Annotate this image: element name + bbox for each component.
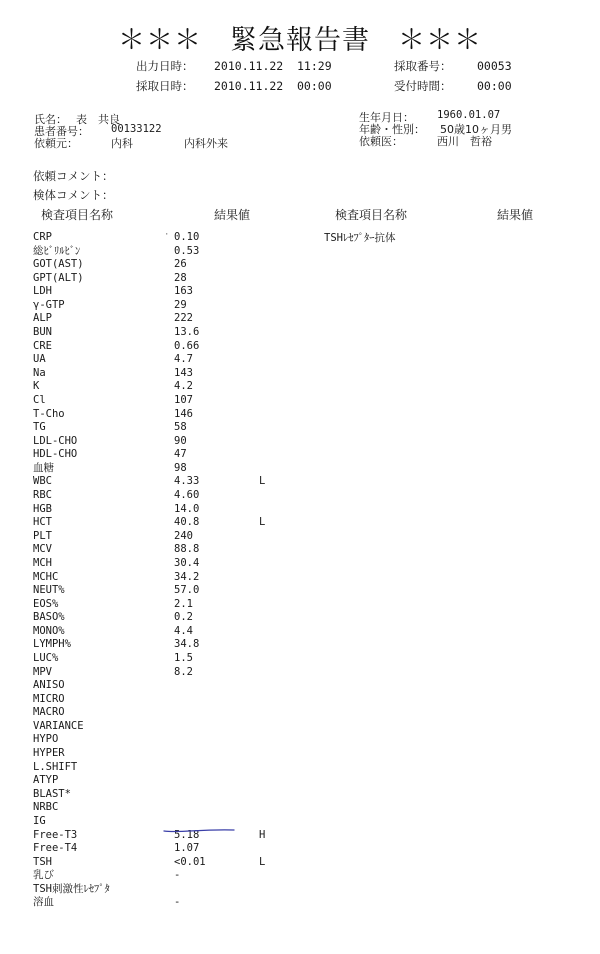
table-row bbox=[0, 733, 600, 747]
table-row bbox=[0, 462, 600, 476]
test-item-name: MCHC bbox=[33, 570, 59, 583]
test-item-name: T-Cho bbox=[33, 407, 65, 420]
collect-datetime-label: 採取日時： bbox=[136, 79, 194, 93]
test-result-value: 28 bbox=[174, 271, 187, 284]
test-result-value: 143 bbox=[174, 366, 193, 379]
test-result-value: 2.1 bbox=[174, 597, 193, 610]
table-row bbox=[0, 543, 600, 557]
receipt-time-label: 受付時間： bbox=[394, 79, 452, 93]
patient-id: 00133122 bbox=[111, 123, 162, 135]
test-result-value: - bbox=[174, 896, 181, 909]
table-row bbox=[0, 353, 600, 367]
test-item-name: ALP bbox=[33, 312, 52, 325]
test-result-value: 4.4 bbox=[174, 624, 193, 637]
stray-mark: · bbox=[164, 230, 170, 240]
collect-time: 00:00 bbox=[297, 79, 332, 93]
test-result-value: 4.2 bbox=[174, 380, 193, 393]
test-item-name: BUN bbox=[33, 326, 52, 339]
table-row bbox=[0, 774, 600, 788]
request-dept: 内科 bbox=[111, 137, 133, 150]
sample-number: 00053 bbox=[477, 59, 512, 73]
test-item-name: LDH bbox=[33, 285, 52, 298]
test-result-value: 29 bbox=[174, 298, 187, 311]
report-title: ＊＊＊ 緊急報告書 ＊＊＊ bbox=[118, 25, 482, 56]
test-item-name: GPT(ALT) bbox=[33, 271, 84, 284]
test-item-name: GOT(AST) bbox=[33, 258, 84, 271]
table-row bbox=[0, 367, 600, 381]
table-row bbox=[0, 272, 600, 286]
test-result-value: - bbox=[174, 869, 181, 882]
test-result-value: 107 bbox=[174, 393, 193, 406]
test-result-value: 34.2 bbox=[174, 570, 200, 583]
test-item-name: K bbox=[33, 380, 40, 393]
column-item-name-2: 検査項目名称 bbox=[335, 208, 408, 222]
test-result-value: 13.6 bbox=[174, 326, 200, 339]
birth-date: 1960.01.07 bbox=[437, 109, 501, 121]
table-row bbox=[0, 883, 600, 897]
table-row bbox=[0, 285, 600, 299]
table-row bbox=[0, 299, 600, 313]
test-item-name: TSH bbox=[33, 855, 52, 868]
test-result-value: 5.18 bbox=[174, 828, 200, 841]
test-item-name: 血糖 bbox=[33, 461, 54, 474]
test-item-name: Na bbox=[33, 366, 46, 379]
test-item-name: HDL-CHO bbox=[33, 448, 78, 461]
specimen-comment-label: 検体コメント： bbox=[33, 188, 114, 202]
test-item-name: LYMPH% bbox=[33, 638, 71, 651]
table-row bbox=[0, 638, 600, 652]
test-item-name: ANISO bbox=[33, 679, 65, 692]
table-row bbox=[0, 666, 600, 680]
test-item-name: RBC bbox=[33, 489, 52, 502]
test-item-name: IG bbox=[33, 814, 46, 827]
column-item-name: 検査項目名称 bbox=[41, 208, 114, 222]
test-result-flag: L bbox=[259, 516, 266, 529]
test-result-value: <0.01 bbox=[174, 855, 206, 868]
test-item-name: CRE bbox=[33, 339, 52, 352]
table-row bbox=[0, 761, 600, 775]
test-result-value: 240 bbox=[174, 529, 193, 542]
test-result-value: 1.5 bbox=[174, 651, 193, 664]
right-item-name: TSHﾚｾﾌﾟﾀｰ抗体 bbox=[324, 232, 396, 244]
test-item-name: MICRO bbox=[33, 692, 65, 705]
table-row bbox=[0, 611, 600, 625]
test-item-name: Free-T3 bbox=[33, 828, 78, 841]
test-result-flag: L bbox=[259, 475, 266, 488]
table-row bbox=[0, 720, 600, 734]
table-row bbox=[0, 231, 600, 245]
test-item-name: BLAST* bbox=[33, 787, 71, 800]
test-item-name: NEUT% bbox=[33, 584, 65, 597]
test-item-name: ATYP bbox=[33, 774, 59, 787]
test-result-value: 90 bbox=[174, 434, 187, 447]
pen-underline bbox=[160, 825, 240, 837]
test-item-name: HYPO bbox=[33, 733, 59, 746]
column-result: 結果値 bbox=[214, 208, 251, 222]
test-result-value: 88.8 bbox=[174, 543, 200, 556]
test-item-name: BASO% bbox=[33, 611, 65, 624]
test-item-name: MCH bbox=[33, 556, 52, 569]
table-row bbox=[0, 747, 600, 761]
output-time: 11:29 bbox=[297, 59, 332, 73]
test-result-value: 26 bbox=[174, 258, 187, 271]
patient-name-label: 氏名： bbox=[34, 113, 67, 126]
table-row bbox=[0, 312, 600, 326]
test-result-value: 98 bbox=[174, 461, 187, 474]
test-result-flag: L bbox=[259, 855, 266, 868]
sample-number-label: 採取番号： bbox=[394, 59, 452, 73]
request-comment-label: 依頼コメント： bbox=[33, 169, 114, 183]
table-row bbox=[0, 598, 600, 612]
test-result-value: 0.2 bbox=[174, 611, 193, 624]
request-ward: 内科外来 bbox=[184, 137, 228, 150]
test-item-name: 乳び bbox=[33, 869, 54, 882]
test-item-name: MONO% bbox=[33, 624, 65, 637]
table-row bbox=[0, 625, 600, 639]
test-result-value: 146 bbox=[174, 407, 193, 420]
test-item-name: 総ﾋﾞﾘﾙﾋﾞﾝ bbox=[33, 244, 81, 257]
output-datetime-label: 出力日時： bbox=[136, 59, 194, 73]
test-result-value: 8.2 bbox=[174, 665, 193, 678]
test-item-name: MACRO bbox=[33, 706, 65, 719]
test-item-name: HYPER bbox=[33, 747, 65, 760]
age-sex: 50歳10ヶ月男 bbox=[440, 123, 512, 136]
table-row bbox=[0, 788, 600, 802]
doctor-name: 西川 哲裕 bbox=[437, 135, 492, 148]
test-item-name: Free-T4 bbox=[33, 842, 78, 855]
table-row bbox=[0, 842, 600, 856]
receipt-time: 00:00 bbox=[477, 79, 512, 93]
table-row bbox=[0, 571, 600, 585]
table-row bbox=[0, 448, 600, 462]
table-row bbox=[0, 706, 600, 720]
request-dept-label: 依頼元： bbox=[34, 137, 78, 150]
table-row bbox=[0, 801, 600, 815]
table-row bbox=[0, 258, 600, 272]
test-item-name: γ-GTP bbox=[33, 298, 65, 311]
table-row bbox=[0, 516, 600, 530]
test-item-name: NRBC bbox=[33, 801, 59, 814]
patient-name: 表 共良 bbox=[76, 113, 120, 126]
test-item-name: UA bbox=[33, 353, 46, 366]
table-row bbox=[0, 856, 600, 870]
table-row bbox=[0, 245, 600, 259]
test-result-value: 0.66 bbox=[174, 339, 200, 352]
test-item-name: HCT bbox=[33, 516, 52, 529]
test-result-value: 40.8 bbox=[174, 516, 200, 529]
test-item-name: EOS% bbox=[33, 597, 59, 610]
test-result-value: 47 bbox=[174, 448, 187, 461]
table-row bbox=[0, 326, 600, 340]
table-row bbox=[0, 652, 600, 666]
test-item-name: L.SHIFT bbox=[33, 760, 78, 773]
patient-id-label: 患者番号： bbox=[34, 125, 89, 138]
test-item-name: CRP bbox=[33, 231, 52, 243]
test-result-value: 58 bbox=[174, 421, 187, 434]
test-item-name: LUC% bbox=[33, 651, 59, 664]
table-row bbox=[0, 380, 600, 394]
table-row bbox=[0, 489, 600, 503]
test-result-value: 1.07 bbox=[174, 842, 200, 855]
test-result-value: 163 bbox=[174, 285, 193, 298]
table-row bbox=[0, 421, 600, 435]
test-result-value: 0.10 bbox=[174, 231, 200, 243]
doctor-label: 依頼医： bbox=[359, 135, 403, 148]
test-result-value: 0.53 bbox=[174, 244, 200, 257]
table-row bbox=[0, 530, 600, 544]
table-row bbox=[0, 408, 600, 422]
test-item-name: HGB bbox=[33, 502, 52, 515]
test-result-value: 34.8 bbox=[174, 638, 200, 651]
test-result-value: 4.7 bbox=[174, 353, 193, 366]
test-result-value: 57.0 bbox=[174, 584, 200, 597]
table-row bbox=[0, 557, 600, 571]
table-row bbox=[0, 896, 600, 910]
test-item-name: MPV bbox=[33, 665, 52, 678]
table-row bbox=[0, 394, 600, 408]
test-item-name: WBC bbox=[33, 475, 52, 488]
test-item-name: TG bbox=[33, 421, 46, 434]
test-result-value: 4.60 bbox=[174, 489, 200, 502]
test-result-value: 4.33 bbox=[174, 475, 200, 488]
table-row bbox=[0, 679, 600, 693]
table-row bbox=[0, 869, 600, 883]
column-result-2: 結果値 bbox=[497, 208, 534, 222]
table-row bbox=[0, 693, 600, 707]
output-date: 2010.11.22 bbox=[214, 59, 284, 73]
test-item-name: MCV bbox=[33, 543, 52, 556]
test-result-flag: H bbox=[259, 828, 266, 841]
test-item-name: VARIANCE bbox=[33, 719, 84, 732]
table-row bbox=[0, 584, 600, 598]
age-sex-label: 年齢・性別： bbox=[359, 123, 425, 136]
test-item-name: TSH刺激性ﾚｾﾌﾟﾀ bbox=[33, 882, 110, 895]
test-item-name: Cl bbox=[33, 393, 46, 406]
table-row bbox=[0, 815, 600, 829]
test-result-value: 14.0 bbox=[174, 502, 200, 515]
test-result-value: 222 bbox=[174, 312, 193, 325]
test-item-name: 溶血 bbox=[33, 896, 54, 909]
test-item-name: PLT bbox=[33, 529, 52, 542]
table-row bbox=[0, 503, 600, 517]
table-row bbox=[0, 475, 600, 489]
birth-date-label: 生年月日： bbox=[359, 111, 414, 124]
table-row bbox=[0, 340, 600, 354]
table-row bbox=[0, 435, 600, 449]
test-result-value: 30.4 bbox=[174, 556, 200, 569]
collect-date: 2010.11.22 bbox=[214, 79, 284, 93]
table-row bbox=[0, 829, 600, 843]
test-item-name: LDL-CHO bbox=[33, 434, 78, 447]
